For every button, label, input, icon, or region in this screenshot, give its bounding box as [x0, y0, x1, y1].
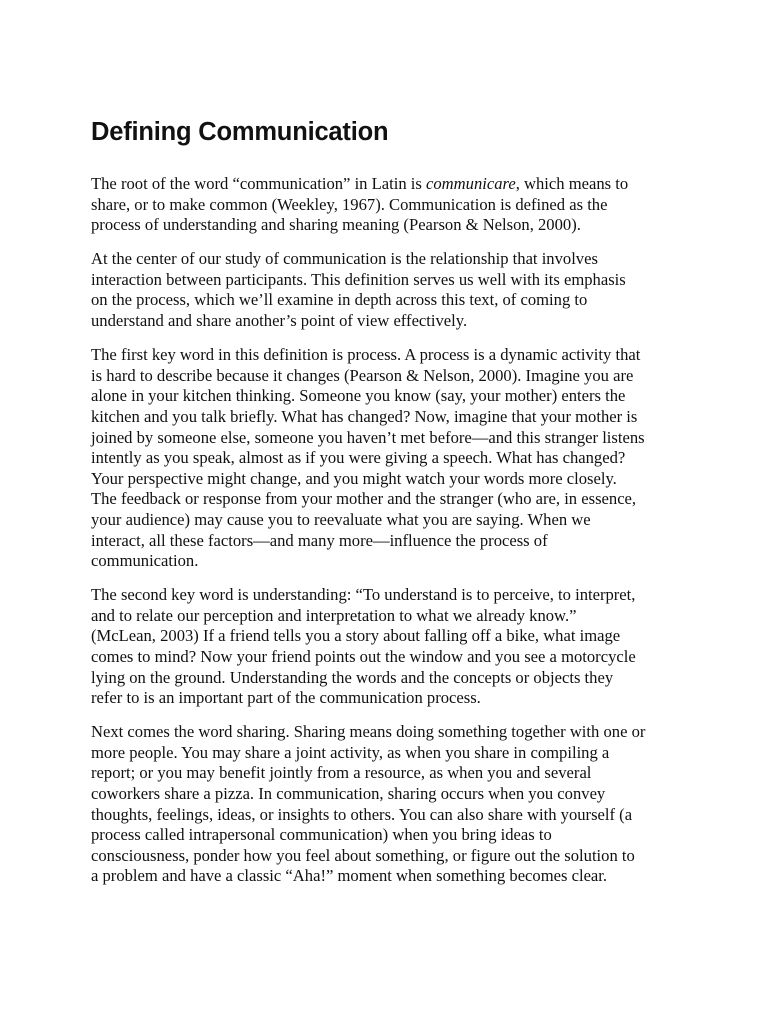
document-page [91, 116, 691, 901]
text-line: consciousness, ponder how you feel about something, or figure out the solution to [91, 845, 635, 865]
text-line: report; or you may benefit jointly from a resource, as when you and several [91, 763, 592, 783]
document-body [91, 174, 691, 887]
text-line [91, 174, 691, 195]
text-line: Next comes the word sharing. Sharing means doing something together with one or [91, 722, 646, 742]
text-line: comes to mind? Now your friend points out the window and you see a motorcycle [91, 646, 636, 666]
text-line: lying on the ground. Understanding the words and the concepts or objects they [91, 667, 614, 687]
text-segment: The root of the word “communication” in Latin is [91, 174, 427, 193]
text-line: on the process, which we’ll examine in depth across this text, of coming to [91, 290, 588, 310]
text-line: joined by someone else, someone you haven’t met before—and this stranger listens [91, 427, 645, 447]
text-line: intently as you speak, almost as if you were giving a speech. What has changed? [91, 448, 626, 468]
text-line: refer to is an important part of the communication process. [91, 688, 481, 708]
text-line: communication. [91, 551, 199, 571]
italic-term: communicare [426, 174, 516, 193]
text-line: The first key word in this definition is process. A process is a dynamic activity that [91, 345, 641, 365]
text-line: your audience) may cause you to reevaluate what you are saying. When we [91, 509, 591, 529]
text-line: Your perspective might change, and you might watch your words more closely. [91, 468, 617, 488]
text-line: is hard to describe because it changes (Pearson & Nelson, 2000). Imagine you are [91, 365, 634, 385]
text-line: understand and share another’s point of view effectively. [91, 311, 468, 331]
text-line: kitchen and you talk briefly. What has changed? Now, imagine that your mother is [91, 406, 638, 426]
paragraph [91, 585, 691, 709]
text-line: The feedback or response from your mother and the stranger (who are, in essence, [91, 489, 637, 509]
text-line: thoughts, feelings, ideas, or insights to others. You can also share with yourself (a [91, 804, 633, 824]
paragraph [91, 174, 691, 236]
text-segment: , which means to [515, 174, 629, 193]
text-line: process called intrapersonal communication) when you bring ideas to [91, 825, 552, 845]
text-line: (McLean, 2003) If a friend tells you a story about falling off a bike, what image [91, 626, 621, 646]
paragraph [91, 345, 691, 572]
text-line: interaction between participants. This definition serves us well with its emphasis [91, 269, 626, 289]
text-line: coworkers share a pizza. In communication, sharing occurs when you convey [91, 784, 606, 804]
paragraph [91, 249, 691, 331]
text-line: At the center of our study of communication is the relationship that involves [91, 249, 598, 269]
text-line: process of understanding and sharing meaning (Pearson & Nelson, 2000). [91, 215, 581, 235]
page-title: Defining Communication [91, 118, 389, 146]
text-line: alone in your kitchen thinking. Someone you know (say, your mother) enters the [91, 386, 626, 406]
text-line: and to relate our perception and interpretation to what we already know.” [91, 605, 577, 625]
paragraph [91, 722, 691, 887]
text-line: share, or to make common (Weekley, 1967). Communication is defined as the [91, 194, 608, 214]
text-line: The second key word is understanding: “To understand is to perceive, to interpret, [91, 585, 636, 605]
text-line: interact, all these factors—and many more—influence the process of [91, 530, 548, 550]
text-line: a problem and have a classic “Aha!” moment when something becomes clear. [91, 866, 608, 886]
text-line: more people. You may share a joint activity, as when you share in compiling a [91, 742, 610, 762]
